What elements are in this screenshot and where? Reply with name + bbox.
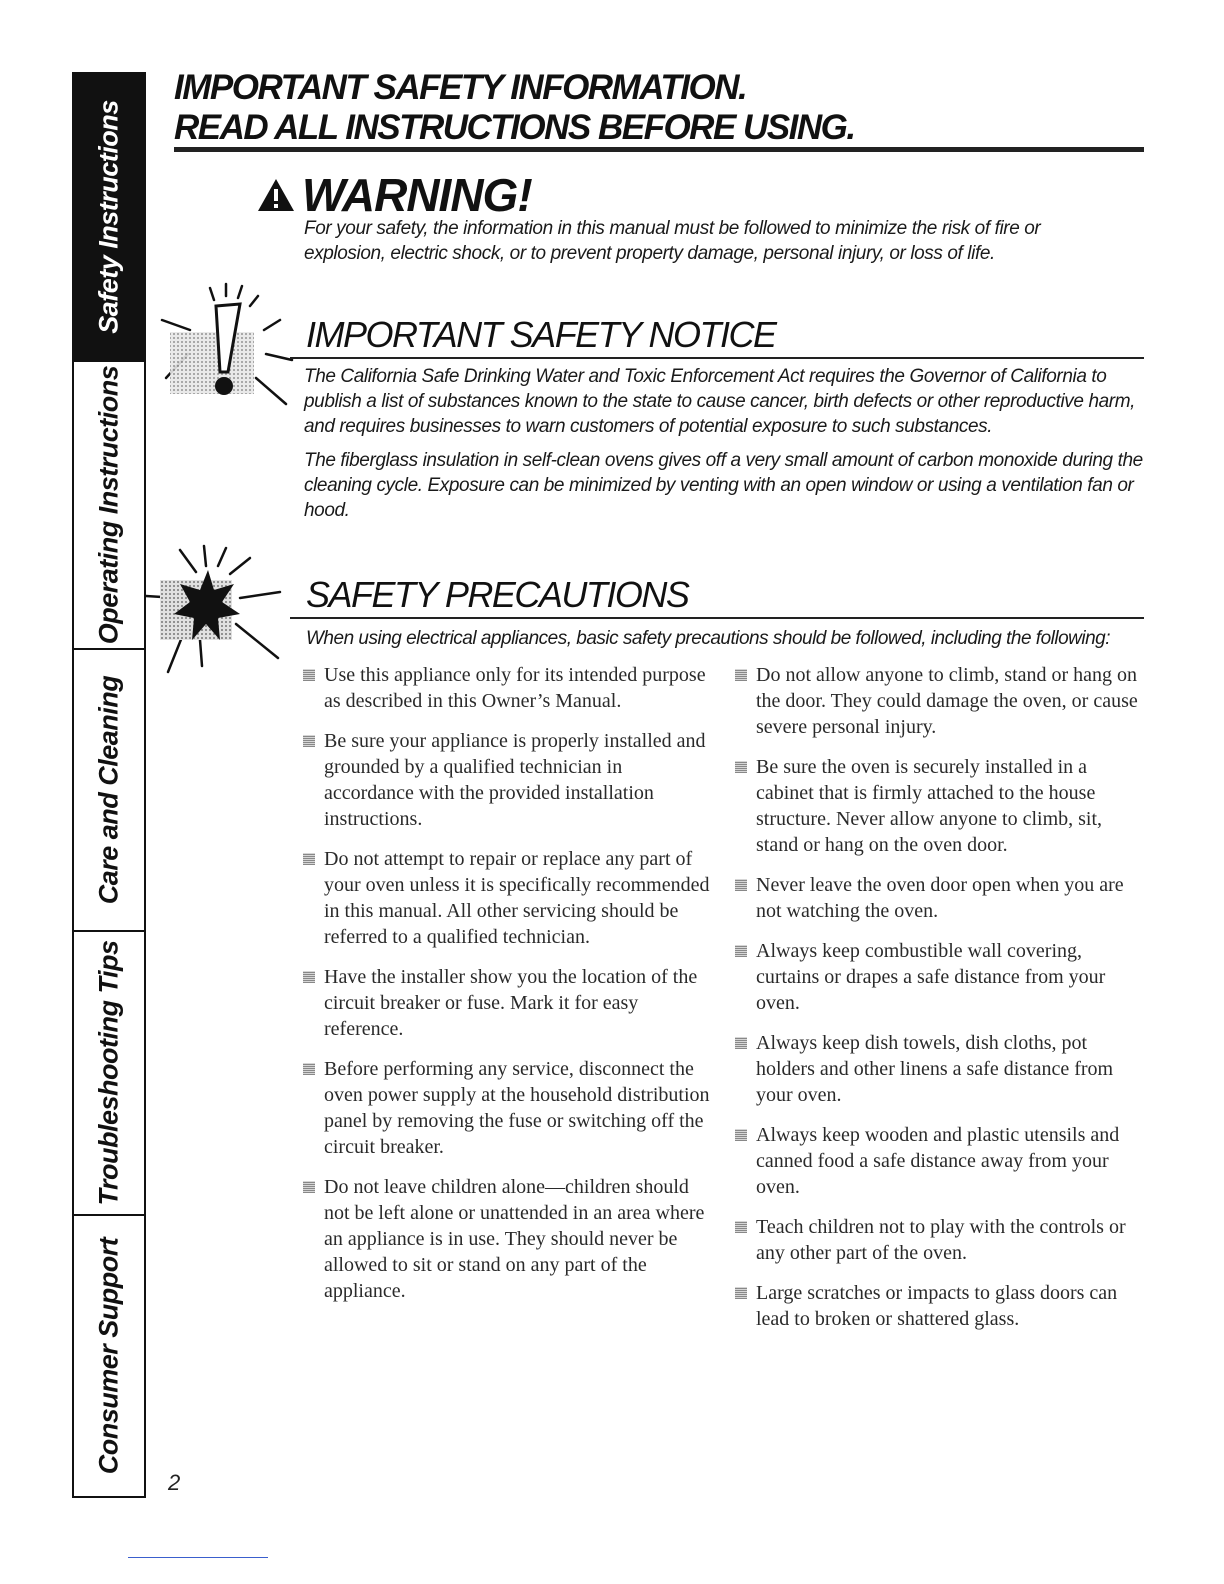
tab-operating-instructions[interactable] — [74, 362, 144, 650]
list-item: Use this appliance only for its intended purpose as described in this Owner’s Manual. — [300, 662, 710, 714]
list-item: Large scratches or impacts to glass doors can lead to broken or shattered glass. — [732, 1280, 1144, 1332]
page-number: 2 — [168, 1470, 181, 1495]
precautions-right-column — [732, 662, 1144, 1346]
tab-safety-instructions[interactable] — [74, 74, 144, 362]
list-item: Always keep dish towels, dish cloths, pot holders and other linens a safe distance from your oven. — [732, 1030, 1144, 1108]
list-item: Always keep combustible wall covering, curtains or drapes a safe distance from your oven. — [732, 938, 1144, 1016]
header-divider — [174, 147, 1144, 152]
tab-troubleshooting-tips[interactable] — [74, 932, 144, 1216]
tab-care-and-cleaning[interactable] — [74, 650, 144, 932]
warning-title: WARNING! — [302, 169, 532, 221]
notice-divider — [290, 357, 1144, 359]
list-item: Before performing any service, disconnect the oven power supply at the household distribution panel by removing the fuse or switching off the circuit breaker. — [300, 1056, 710, 1160]
notice-paragraph-1: The California Safe Drinking Water and Toxic Enforcement Act requires the Governor of California to publish a list of substances known to the state to cause cancer, birth defects or other reproductive harm, and requires businesses to warn customers of potential exposure to such substances. — [304, 366, 1136, 437]
list-item: Do not leave children alone—children should not be left alone or unattended in an area where an appliance is in use. They should never be allowed to sit or stand on any part of the appliance. — [300, 1174, 710, 1304]
alert-burst-icon — [160, 280, 296, 420]
list-item: Do not attempt to repair or replace any part of your oven unless it is specifically recommended in this manual. All other servicing should be referred to a qualified technician. — [300, 846, 710, 950]
warning-triangle-icon — [256, 177, 296, 213]
header-line-1: IMPORTANT SAFETY INFORMATION. — [174, 68, 747, 107]
warning-text: For your safety, the information in this manual must be followed to minimize the risk of fire or explosion, electric shock, or to prevent property damage, personal injury, or loss of life. — [304, 218, 1041, 264]
list-item: Always keep wooden and plastic utensils and canned food a safe distance away from your oven. — [732, 1122, 1144, 1200]
precautions-left-column — [300, 662, 710, 1318]
precautions-intro: When using electrical appliances, basic safety precautions should be followed, including the following: — [306, 628, 1111, 649]
tab-label: Troubleshooting Tips — [93, 940, 124, 1206]
list-item: Do not allow anyone to climb, stand or hang on the door. They could damage the oven, or cause severe personal injury. — [732, 662, 1144, 740]
footer-divider — [128, 1557, 268, 1558]
tab-consumer-support[interactable] — [74, 1216, 144, 1496]
tab-label: Consumer Support — [93, 1237, 124, 1475]
list-item: Have the installer show you the location of the circuit breaker or fuse. Mark it for easy reference. — [300, 964, 710, 1042]
list-item: Be sure the oven is securely installed in a cabinet that is firmly attached to the house structure. Never allow anyone to climb, sit, stand or hang on the oven door. — [732, 754, 1144, 858]
tab-label: Care and Cleaning — [93, 675, 124, 905]
header-line-2: READ ALL INSTRUCTIONS BEFORE USING. — [174, 108, 855, 147]
notice-paragraph-2: The fiberglass insulation in self-clean ovens gives off a very small amount of carbon monoxide during the cleaning cycle. Exposure can be minimized by venting with an open window or using a ventilation fan or hood. — [304, 450, 1143, 521]
tab-label: Safety Instructions — [93, 100, 124, 334]
list-item: Never leave the oven door open when you are not watching the oven. — [732, 872, 1144, 924]
warning-heading — [256, 168, 532, 222]
starburst-icon — [140, 540, 290, 680]
tab-label: Operating Instructions — [93, 365, 124, 645]
precautions-title: SAFETY PRECAUTIONS — [306, 574, 689, 615]
page-header — [174, 68, 1154, 148]
list-item: Teach children not to play with the controls or any other part of the oven. — [732, 1214, 1144, 1266]
notice-title: IMPORTANT SAFETY NOTICE — [306, 314, 776, 355]
section-tabs — [72, 72, 146, 1498]
list-item: Be sure your appliance is properly installed and grounded by a qualified technician in accordance with the provided installation instructions. — [300, 728, 710, 832]
precautions-divider — [290, 617, 1144, 619]
